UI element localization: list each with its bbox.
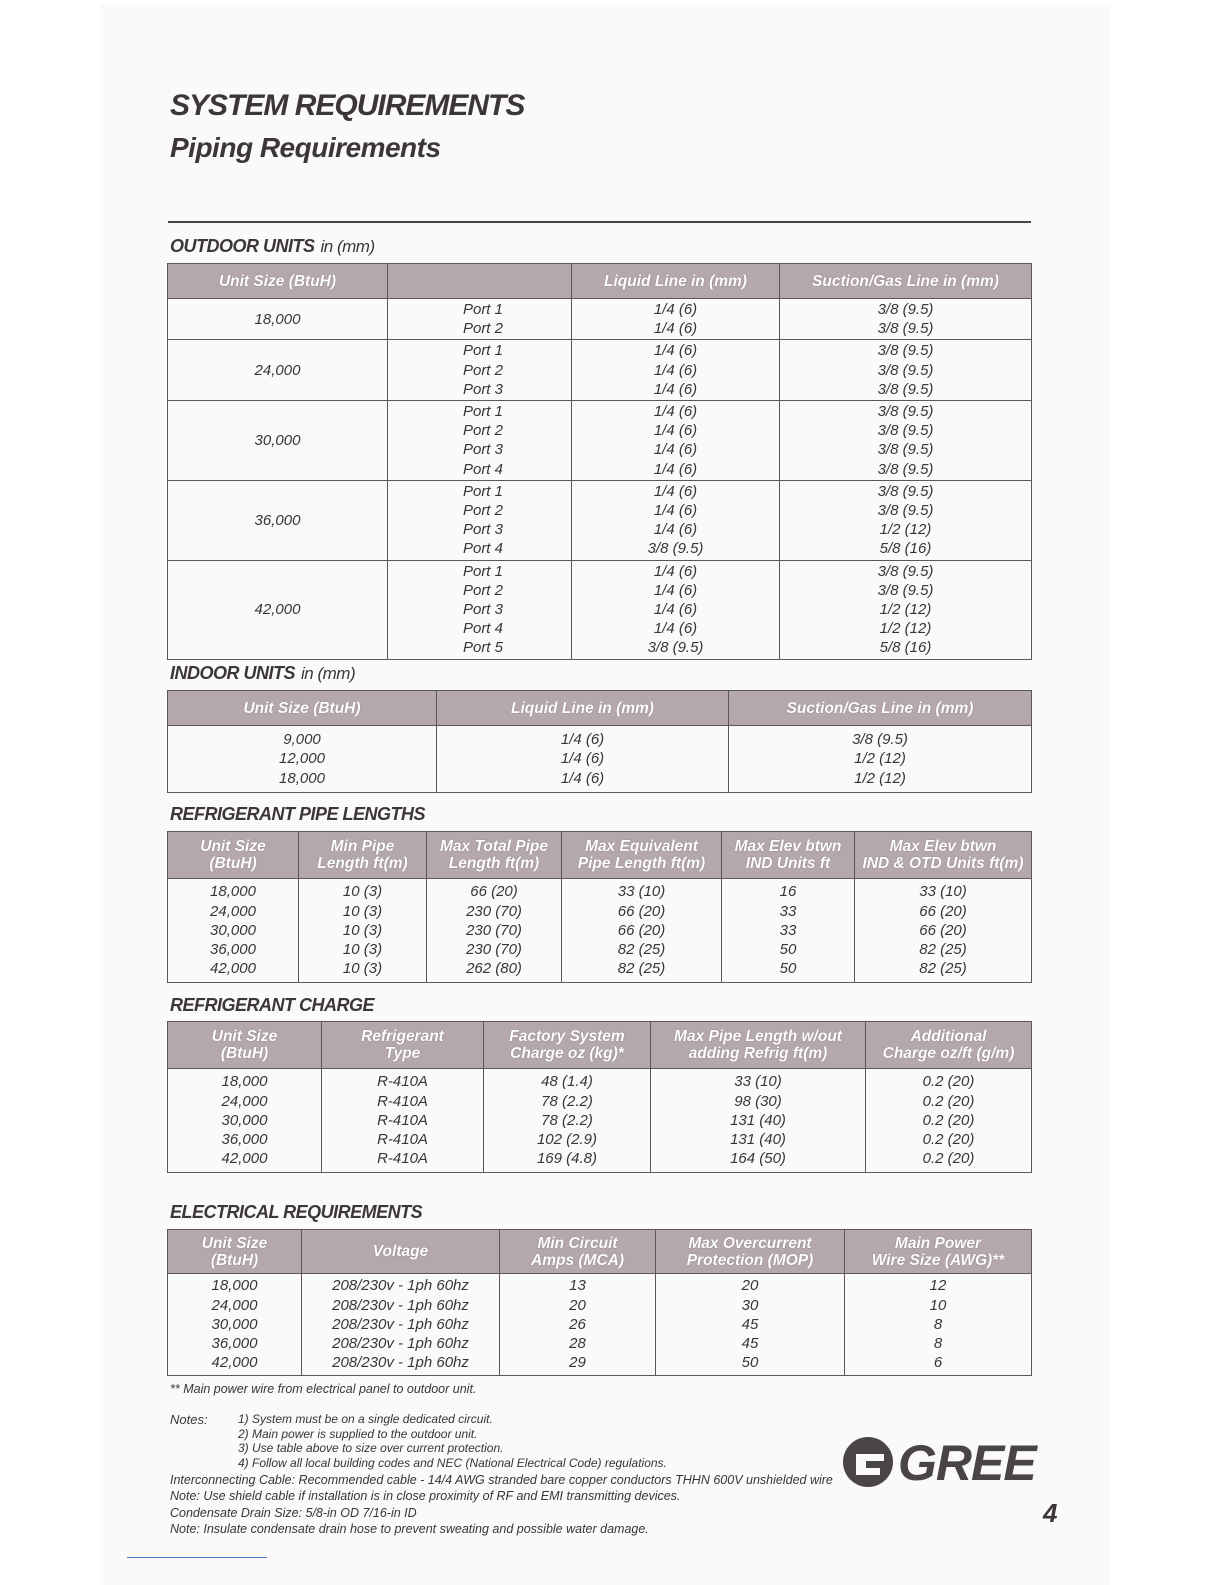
liquid-cell (572, 560, 780, 659)
unit-size-cell: 24,000 (168, 340, 388, 401)
table-cell: 78 (2.2) (541, 1111, 593, 1129)
port-label: Port 3 (462, 601, 503, 619)
table-cell: 208/230v - 1ph 60hz (332, 1354, 469, 1372)
suction-cell (780, 480, 1032, 560)
interconnecting-cable-note: Interconnecting Cable: Recommended cable - 14/4 AWG stranded bare copper conductors THHN 600V unshielded wire (170, 1473, 833, 1487)
table-cell: R-410A (377, 1092, 428, 1110)
table-cell: 9,000 (283, 731, 321, 749)
line-size: 5/8 (16) (879, 639, 932, 657)
elec-header-unit-size: Unit Size (BtuH) (168, 1230, 302, 1274)
line-size: 1/4 (6) (653, 601, 698, 619)
table-cell: 42,000 (211, 1354, 258, 1372)
table-cell: 0.2 (20) (922, 1131, 975, 1149)
port-label: Port 4 (462, 540, 503, 558)
table-cell: 24,000 (211, 1296, 258, 1314)
table-cell: 10 (929, 1296, 947, 1314)
table-cell: 262 (80) (466, 960, 522, 978)
port-label: Port 1 (462, 562, 503, 580)
indoor-header-unit-size: Unit Size (BtuH) (168, 691, 437, 726)
table-cell: 1/4 (6) (560, 731, 605, 749)
liquid-cell (572, 401, 780, 481)
charge-column-3 (651, 1069, 866, 1173)
table-cell: 12,000 (279, 750, 325, 768)
table-cell: 8 (933, 1335, 943, 1353)
table-cell: 8 (933, 1315, 943, 1333)
line-size: 1/4 (6) (653, 301, 698, 318)
indoor-units-unit: in (mm) (301, 664, 356, 683)
table-cell: 36,000 (210, 941, 256, 959)
port-label: Port 3 (462, 380, 503, 398)
note-item: 3) Use table above to size over current protection. (238, 1441, 504, 1455)
table-cell: 50 (741, 1354, 759, 1372)
table-cell: 10 (3) (342, 902, 383, 920)
pipe-lengths-heading (170, 803, 425, 825)
condensate-drain-note: Condensate Drain Size: 5/8-in OD 7/16-in ID (170, 1506, 417, 1520)
port-label: Port 3 (462, 441, 503, 459)
electrical-table (167, 1229, 1032, 1376)
elec-header-mop: Max Overcurrent Protection (MOP) (656, 1230, 845, 1274)
table-cell: 30 (741, 1296, 759, 1314)
outdoor-units-heading (170, 235, 375, 258)
charge-table (167, 1021, 1032, 1173)
outdoor-header-suction-line: Suction/Gas Line in (mm) (780, 264, 1032, 299)
port-label: Port 1 (462, 403, 503, 421)
charge-header-max-pipe-length: Max Pipe Length w/out adding Refrig ft(m) (651, 1022, 866, 1069)
shield-cable-note: Note: Use shield cable if installation is in close proximity of RF and EMI transmitting devices. (170, 1489, 681, 1503)
charge-heading (170, 994, 374, 1016)
table-cell: 33 (10) (617, 883, 666, 901)
notes-label: Notes: (170, 1412, 208, 1427)
line-size: 3/8 (9.5) (647, 540, 704, 558)
port-label: Port 2 (462, 361, 503, 379)
table-cell: 66 (20) (617, 902, 666, 920)
table-cell: 18,000 (210, 883, 256, 901)
table-cell: 16 (779, 883, 797, 901)
table-cell: 20 (569, 1296, 586, 1314)
table-cell: 18,000 (279, 769, 325, 787)
electrical-column-4 (845, 1274, 1032, 1376)
line-size: 3/8 (9.5) (877, 342, 934, 360)
outdoor-header-port (388, 264, 572, 299)
pipe-header-unit-size: Unit Size (BtuH) (168, 832, 299, 879)
page-number: 4 (1043, 1498, 1058, 1528)
pipe_lengths-column-2 (427, 879, 562, 983)
line-size: 3/8 (9.5) (877, 422, 934, 440)
note-item: 4) Follow all local building codes and NEC (National Electrical Code) regulations. (238, 1455, 667, 1470)
line-size: 1/2 (12) (879, 601, 932, 619)
port-label: Port 3 (462, 521, 503, 539)
table-cell: 66 (20) (617, 921, 666, 939)
pipe-header-elev-ind-otd: Max Elev btwn IND & OTD Units ft(m) (855, 832, 1032, 879)
suction-cell (780, 340, 1032, 401)
table-cell: 82 (25) (617, 960, 666, 978)
pipe-header-max-total: Max Total Pipe Length ft(m) (427, 832, 562, 879)
table-cell: 36,000 (221, 1131, 268, 1149)
table-cell: 6 (933, 1354, 943, 1372)
port-label: Port 2 (462, 422, 503, 440)
charge-header-factory-charge: Factory System Charge oz (kg)* (484, 1022, 651, 1069)
table-cell: 10 (3) (342, 883, 383, 901)
line-size: 1/2 (12) (879, 620, 932, 638)
line-size: 3/8 (9.5) (877, 562, 934, 580)
port-label: Port 5 (462, 639, 503, 657)
outdoor-unit-group (168, 299, 1032, 340)
outdoor-unit-group (168, 401, 1032, 481)
indoor-rows (168, 726, 1032, 793)
table-cell: 0.2 (20) (922, 1111, 975, 1129)
table-cell: R-410A (377, 1111, 428, 1129)
table-cell: 66 (20) (470, 883, 518, 901)
line-size: 1/4 (6) (653, 403, 698, 421)
table-cell: 10 (3) (342, 960, 383, 978)
indoor-header-liquid-line: Liquid Line in (mm) (437, 691, 729, 726)
indoor-unit-size-cell (168, 726, 437, 793)
outdoor-units-unit: in (mm) (320, 237, 375, 256)
gree-logo (840, 1434, 1070, 1490)
table-cell: 98 (30) (734, 1092, 782, 1110)
table-cell: 230 (70) (466, 941, 522, 959)
charge-column-4 (866, 1069, 1032, 1173)
table-cell: 1/4 (6) (560, 769, 605, 787)
unit-size-cell: 36,000 (168, 480, 388, 560)
page-subtitle: Piping Requirements (170, 132, 441, 163)
unit-size-cell: 30,000 (168, 401, 388, 481)
liquid-cell (572, 299, 780, 340)
elec-header-mca: Min Circuit Amps (MCA) (500, 1230, 656, 1274)
table-cell: 10 (3) (342, 941, 383, 959)
table-cell: 30,000 (211, 1315, 258, 1333)
indoor-units-title: INDOOR UNITS (170, 663, 296, 683)
table-cell: 36,000 (211, 1335, 258, 1353)
page-title: SYSTEM REQUIREMENTS (170, 89, 525, 122)
table-cell: 42,000 (221, 1150, 268, 1168)
table-cell: 26 (569, 1315, 586, 1333)
table-cell: 13 (569, 1277, 586, 1295)
line-size: 3/8 (9.5) (877, 361, 934, 379)
line-size: 3/8 (9.5) (877, 441, 934, 459)
electrical-column-0 (168, 1274, 302, 1376)
table-cell: 33 (10) (734, 1073, 782, 1091)
ports-cell (388, 560, 572, 659)
line-size: 1/4 (6) (653, 502, 698, 520)
table-cell: 1/2 (12) (854, 750, 906, 768)
charge-title: REFRIGERANT CHARGE (170, 995, 375, 1015)
table-cell: 30,000 (221, 1111, 268, 1129)
electrical-heading (170, 1201, 422, 1223)
pipe-lengths-title: REFRIGERANT PIPE LENGTHS (170, 804, 426, 824)
suction-cell (780, 401, 1032, 481)
table-cell: 208/230v - 1ph 60hz (332, 1296, 469, 1314)
port-label: Port 4 (462, 460, 503, 478)
pipe_lengths-column-1 (299, 879, 427, 983)
brand-wordmark: GREE (898, 1435, 1036, 1490)
table-cell: 18,000 (221, 1073, 268, 1091)
table-cell: 82 (25) (919, 960, 967, 978)
indoor-units-table (167, 690, 1032, 793)
unit-size-cell: 18,000 (168, 299, 388, 340)
port-label: Port 2 (462, 502, 503, 520)
table-cell: 10 (3) (342, 921, 383, 939)
table-cell: 24,000 (221, 1092, 268, 1110)
liquid-cell (572, 480, 780, 560)
table-cell: 50 (779, 941, 797, 959)
ports-cell (388, 340, 572, 401)
line-size: 3/8 (9.5) (877, 403, 934, 421)
insulate-drain-note: Note: Insulate condensate drain hose to prevent sweating and possible water damage. (170, 1522, 649, 1536)
table-cell: 1/2 (12) (854, 769, 906, 787)
table-cell: R-410A (377, 1131, 428, 1149)
line-size: 1/4 (6) (653, 482, 698, 500)
table-cell: 12 (929, 1277, 947, 1295)
table-cell: 230 (70) (466, 921, 522, 939)
ports-cell (388, 480, 572, 560)
pipe-header-max-equivalent: Max Equivalent Pipe Length ft(m) (562, 832, 722, 879)
table-cell: 48 (1.4) (541, 1073, 593, 1091)
unit-size-cell: 42,000 (168, 560, 388, 659)
table-cell: 45 (741, 1335, 759, 1353)
outdoor-unit-group (168, 560, 1032, 659)
table-cell: R-410A (377, 1150, 428, 1168)
electrical-title: ELECTRICAL REQUIREMENTS (170, 1202, 423, 1222)
outdoor-header-unit-size: Unit Size (BtuH) (168, 264, 388, 299)
title-divider (168, 221, 1031, 223)
table-cell: 131 (40) (730, 1111, 786, 1129)
line-size: 5/8 (16) (879, 540, 932, 558)
table-cell: 230 (70) (466, 902, 522, 920)
line-size: 3/8 (9.5) (877, 502, 934, 520)
electrical-column-3 (656, 1274, 845, 1376)
line-size: 3/8 (9.5) (877, 320, 934, 338)
electrical-column-1 (302, 1274, 500, 1376)
line-size: 3/8 (9.5) (877, 581, 934, 599)
table-cell: 66 (20) (919, 921, 967, 939)
port-label: Port 1 (462, 482, 503, 500)
table-cell: 20 (741, 1277, 759, 1295)
charge-header-additional: Additional Charge oz/ft (g/m) (866, 1022, 1032, 1069)
indoor-liquid-cell (437, 726, 729, 793)
table-cell: 131 (40) (730, 1131, 786, 1149)
charge-rows (168, 1069, 1032, 1173)
table-cell: 50 (779, 960, 797, 978)
table-cell: 24,000 (210, 902, 256, 920)
pipe_lengths-column-5 (855, 879, 1032, 983)
charge-header-refrigerant: Refrigerant Type (322, 1022, 484, 1069)
port-label: Port 2 (462, 581, 503, 599)
pipe_lengths-column-0 (168, 879, 299, 983)
table-cell: 78 (2.2) (541, 1092, 593, 1110)
electrical-column-2 (500, 1274, 656, 1376)
line-size: 1/2 (12) (879, 521, 932, 539)
ports-cell (388, 299, 572, 340)
suction-cell (780, 299, 1032, 340)
table-cell: 0.2 (20) (922, 1073, 975, 1091)
table-cell: 208/230v - 1ph 60hz (332, 1315, 469, 1333)
table-cell: 3/8 (9.5) (852, 731, 908, 749)
table-cell: 0.2 (20) (922, 1092, 975, 1110)
pipe-header-elev-ind: Max Elev btwn IND Units ft (722, 832, 855, 879)
line-size: 1/4 (6) (653, 620, 698, 638)
suction-cell (780, 560, 1032, 659)
outdoor-unit-group (168, 340, 1032, 401)
charge-header-unit-size: Unit Size (BtuH) (168, 1022, 322, 1069)
line-size: 1/4 (6) (653, 422, 698, 440)
port-label: Port 4 (462, 620, 503, 638)
line-size: 1/4 (6) (653, 460, 698, 478)
line-size: 1/4 (6) (653, 361, 698, 379)
pipe-lengths-table (167, 831, 1032, 983)
table-cell: 208/230v - 1ph 60hz (332, 1335, 469, 1353)
table-cell: 33 (779, 902, 797, 920)
charge-column-0 (168, 1069, 322, 1173)
port-label: Port 2 (462, 320, 503, 338)
indoor-units-heading (170, 662, 355, 685)
wire-footnote: ** Main power wire from electrical panel to outdoor unit. (170, 1382, 477, 1396)
bottom-link-underline (127, 1557, 267, 1558)
table-cell: 45 (741, 1315, 759, 1333)
line-size: 1/4 (6) (653, 562, 698, 580)
pipe_lengths-column-4 (722, 879, 855, 983)
line-size: 1/4 (6) (653, 380, 698, 398)
notes-list (238, 1412, 667, 1470)
pipe_lengths-column-3 (562, 879, 722, 983)
table-cell: 82 (25) (617, 941, 666, 959)
line-size: 1/4 (6) (653, 581, 698, 599)
outdoor-units-title: OUTDOOR UNITS (170, 236, 315, 256)
indoor-suction-cell (729, 726, 1032, 793)
liquid-cell (572, 340, 780, 401)
charge-column-2 (484, 1069, 651, 1173)
note-item: 1) System must be on a single dedicated circuit. (238, 1412, 493, 1426)
line-size: 1/4 (6) (653, 342, 698, 360)
ports-cell (388, 401, 572, 481)
table-cell: 208/230v - 1ph 60hz (332, 1277, 469, 1295)
note-item: 2) Main power is supplied to the outdoor unit. (238, 1426, 478, 1441)
line-size: 3/8 (9.5) (877, 380, 934, 398)
table-cell: 28 (569, 1335, 586, 1353)
table-cell: 66 (20) (919, 902, 967, 920)
port-label: Port 1 (462, 342, 503, 360)
line-size: 1/4 (6) (653, 320, 698, 338)
outdoor-unit-group (168, 480, 1032, 560)
table-cell: 30,000 (210, 921, 256, 939)
table-cell: 18,000 (211, 1277, 258, 1295)
line-size: 1/4 (6) (653, 441, 698, 459)
outdoor-units-table (167, 263, 1032, 660)
electrical-rows (168, 1274, 1032, 1376)
table-cell: 0.2 (20) (922, 1150, 975, 1168)
table-cell: R-410A (377, 1073, 428, 1091)
table-cell: 1/4 (6) (560, 750, 605, 768)
outdoor-header-liquid-line: Liquid Line in (mm) (572, 264, 780, 299)
line-size: 3/8 (9.5) (647, 639, 704, 657)
table-cell: 33 (10) (919, 883, 967, 901)
pipe_lengths-rows (168, 879, 1032, 983)
elec-header-voltage: Voltage (302, 1230, 500, 1274)
table-cell: 82 (25) (919, 941, 967, 959)
line-size: 1/4 (6) (653, 521, 698, 539)
table-cell: 42,000 (210, 960, 256, 978)
table-cell: 102 (2.9) (536, 1131, 598, 1149)
charge-column-1 (322, 1069, 484, 1173)
pipe-header-min-length: Min Pipe Length ft(m) (299, 832, 427, 879)
line-size: 3/8 (9.5) (877, 482, 934, 500)
line-size: 3/8 (9.5) (877, 301, 934, 318)
table-cell: 33 (779, 921, 797, 939)
port-label: Port 1 (462, 301, 503, 318)
elec-header-wire-size: Main Power Wire Size (AWG)** (845, 1230, 1032, 1274)
line-size: 3/8 (9.5) (877, 460, 934, 478)
table-cell: 29 (569, 1354, 586, 1372)
table-cell: 164 (50) (730, 1150, 786, 1168)
indoor-header-suction-line: Suction/Gas Line in (mm) (729, 691, 1032, 726)
table-cell: 169 (4.8) (536, 1150, 598, 1168)
